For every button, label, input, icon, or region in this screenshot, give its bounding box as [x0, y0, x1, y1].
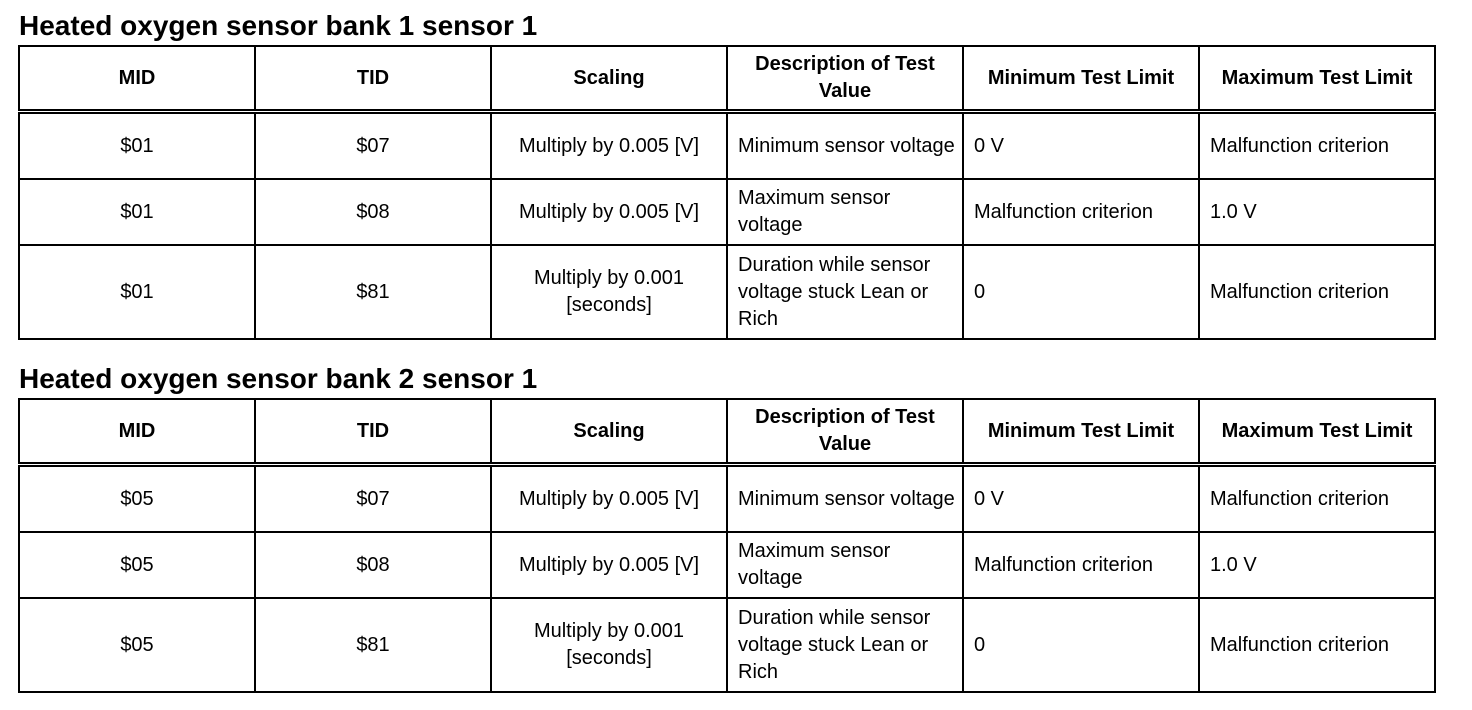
cell-max-limit: 1.0 V — [1199, 179, 1435, 245]
section-bank1-sensor1 — [18, 8, 1434, 340]
header-tid: TID — [255, 46, 491, 112]
cell-scaling: Multiply by 0.001 [seconds] — [491, 598, 727, 692]
cell-scaling: Multiply by 0.005 [V] — [491, 112, 727, 180]
section-bank2-sensor1 — [18, 361, 1434, 693]
table-header-row — [19, 46, 1435, 112]
cell-max-limit: 1.0 V — [1199, 532, 1435, 598]
cell-description: Maximum sensor voltage — [727, 532, 963, 598]
header-max-limit: Maximum Test Limit — [1199, 399, 1435, 465]
table-header-row — [19, 399, 1435, 465]
cell-mid: $05 — [19, 532, 255, 598]
cell-scaling: Multiply by 0.005 [V] — [491, 179, 727, 245]
header-scaling: Scaling — [491, 46, 727, 112]
cell-mid: $01 — [19, 179, 255, 245]
cell-description: Maximum sensor voltage — [727, 179, 963, 245]
cell-tid: $07 — [255, 112, 491, 180]
cell-tid: $81 — [255, 598, 491, 692]
cell-max-limit: Malfunction criterion — [1199, 465, 1435, 533]
cell-scaling: Multiply by 0.005 [V] — [491, 532, 727, 598]
cell-tid: $08 — [255, 532, 491, 598]
test-limits-table — [18, 45, 1436, 340]
header-description: Description of Test Value — [727, 46, 963, 112]
header-mid: MID — [19, 399, 255, 465]
cell-min-limit: 0 V — [963, 112, 1199, 180]
cell-description: Duration while sensor voltage stuck Lean or Rich — [727, 245, 963, 339]
test-limits-table — [18, 398, 1436, 693]
header-min-limit: Minimum Test Limit — [963, 46, 1199, 112]
cell-scaling: Multiply by 0.005 [V] — [491, 465, 727, 533]
cell-mid: $01 — [19, 112, 255, 180]
table-row — [19, 532, 1435, 598]
cell-min-limit: 0 — [963, 598, 1199, 692]
cell-max-limit: Malfunction criterion — [1199, 598, 1435, 692]
header-mid: MID — [19, 46, 255, 112]
cell-description: Minimum sensor voltage — [727, 112, 963, 180]
header-tid: TID — [255, 399, 491, 465]
cell-description: Minimum sensor voltage — [727, 465, 963, 533]
header-max-limit: Maximum Test Limit — [1199, 46, 1435, 112]
cell-tid: $08 — [255, 179, 491, 245]
cell-mid: $01 — [19, 245, 255, 339]
table-row — [19, 245, 1435, 339]
cell-max-limit: Malfunction criterion — [1199, 245, 1435, 339]
header-description: Description of Test Value — [727, 399, 963, 465]
cell-max-limit: Malfunction criterion — [1199, 112, 1435, 180]
header-min-limit: Minimum Test Limit — [963, 399, 1199, 465]
table-row — [19, 598, 1435, 692]
section-title: Heated oxygen sensor bank 2 sensor 1 — [19, 363, 538, 394]
cell-tid: $81 — [255, 245, 491, 339]
cell-min-limit: 0 — [963, 245, 1199, 339]
cell-scaling: Multiply by 0.001 [seconds] — [491, 245, 727, 339]
cell-tid: $07 — [255, 465, 491, 533]
table-row — [19, 465, 1435, 533]
cell-min-limit: Malfunction criterion — [963, 532, 1199, 598]
cell-description: Duration while sensor voltage stuck Lean or Rich — [727, 598, 963, 692]
cell-mid: $05 — [19, 598, 255, 692]
table-row — [19, 112, 1435, 180]
section-title: Heated oxygen sensor bank 1 sensor 1 — [19, 10, 538, 41]
cell-mid: $05 — [19, 465, 255, 533]
cell-min-limit: 0 V — [963, 465, 1199, 533]
header-scaling: Scaling — [491, 399, 727, 465]
cell-min-limit: Malfunction criterion — [963, 179, 1199, 245]
table-row — [19, 179, 1435, 245]
